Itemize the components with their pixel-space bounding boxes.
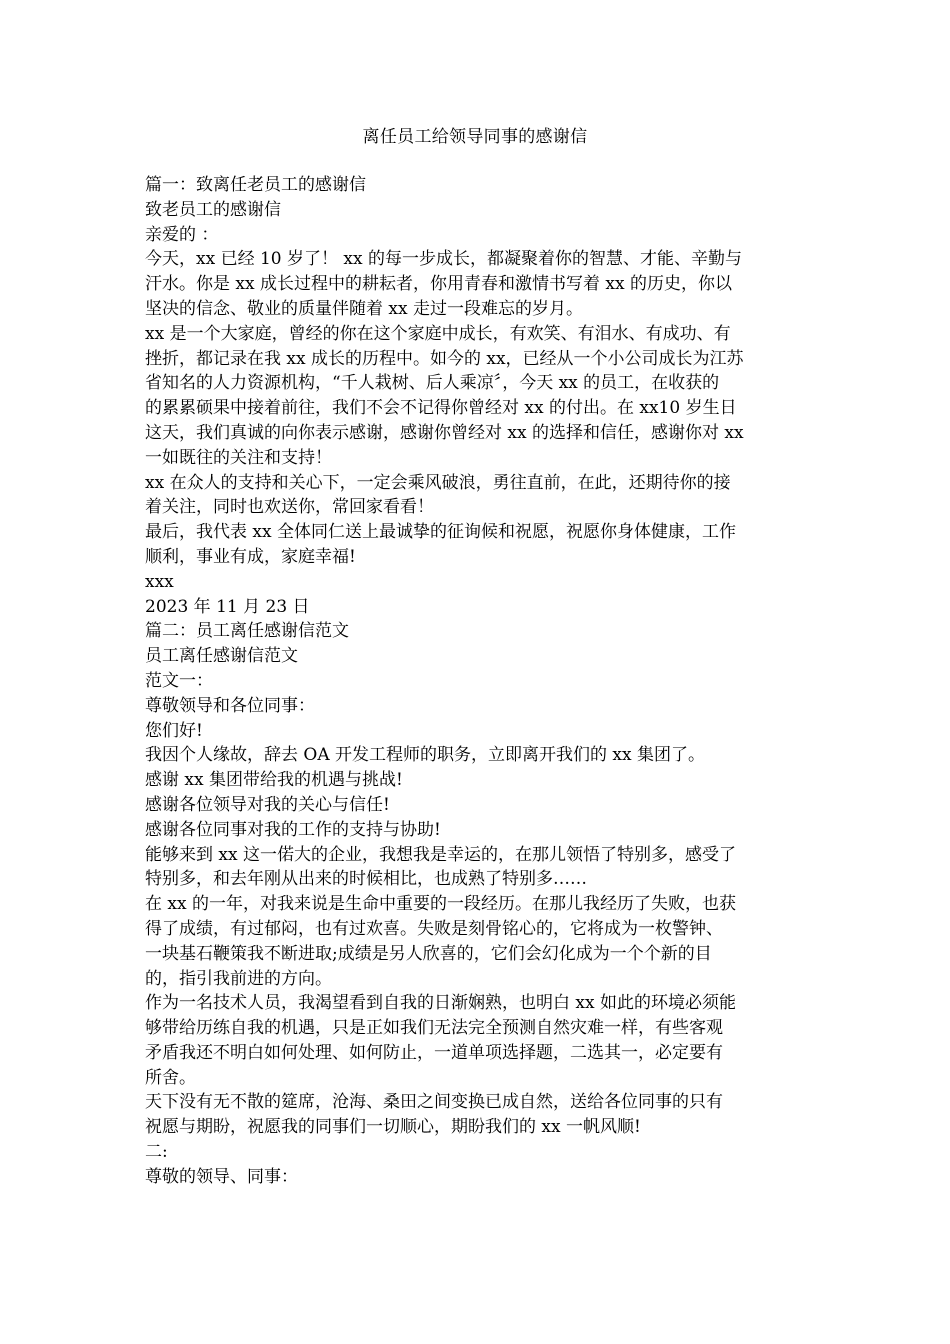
text-line: 篇一：致离任老员工的感谢信 bbox=[145, 175, 366, 195]
text-line: xx 在众人的支持和关心下，一定会乘风破浪，勇往直前，在此，还期待你的接 bbox=[145, 472, 731, 493]
text-line: 挫折，都记录在我 xx 成长的历程中。如今的 xx，已经从一个小公司成长为江苏 bbox=[145, 348, 744, 369]
text-line: 尊敬的领导、同事： bbox=[145, 1166, 298, 1187]
text-line: 的，指引我前进的方向。 bbox=[145, 968, 332, 989]
text-line: 篇二：员工离任感谢信范文 bbox=[145, 621, 349, 642]
text-line: xx 是一个大家庭，曾经的你在这个家庭中成长，有欢笑、有泪水、有成功、有 bbox=[145, 323, 731, 344]
document-body bbox=[145, 173, 813, 1190]
document-title: 离任员工给领导同事的感谢信 bbox=[362, 127, 588, 147]
text-line: 特别多，和去年刚从出来的时候相比，也成熟了特别多…… bbox=[145, 869, 587, 890]
text-line: 感谢各位同事对我的工作的支持与协助! bbox=[145, 819, 441, 840]
text-line: 得了成绩，有过郁闷，也有过欢喜。失败是刻骨铭心的，它将成为一枚警钟、 bbox=[145, 918, 723, 939]
text-line: 致老员工的感谢信 bbox=[145, 199, 281, 220]
text-line: 一块基石鞭策我不断进取;成绩是另人欣喜的，它们会幻化成为一个个新的目 bbox=[145, 943, 712, 964]
text-line: 这天，我们真诚的向你表示感谢，感谢你曾经对 xx 的选择和信任，感谢你对 xx bbox=[145, 422, 744, 443]
text-line: 坚决的信念、敬业的质量伴随着 xx 走过一段难忘的岁月。 bbox=[145, 298, 583, 319]
text-line: 能够来到 xx 这一偌大的企业，我想我是幸运的，在那儿领悟了特别多，感受了 bbox=[145, 844, 736, 865]
text-line: 一如既往的关注和支持！ bbox=[145, 447, 332, 468]
text-line: 天下没有无不散的筵席，沧海、桑田之间变换已成自然，送给各位同事的只有 bbox=[145, 1092, 723, 1113]
text-line: 尊敬领导和各位同事： bbox=[145, 695, 315, 716]
text-line: 祝愿与期盼，祝愿我的同事们一切顺心，期盼我们的 xx 一帆风顺! bbox=[145, 1117, 641, 1138]
text-line: 范文一： bbox=[145, 670, 213, 691]
text-line: 亲爱的 ： bbox=[145, 224, 219, 245]
text-line: 今天，xx 已经 10 岁了！ xx 的每一步成长，都凝聚着你的智慧、才能、辛勤与 bbox=[145, 249, 742, 270]
text-line: 省知名的人力资源机构，“千人栽树、后人乘凉〞，今天 xx 的员工，在收获的 bbox=[145, 373, 720, 394]
text-line: 作为一名技术人员，我渴望看到自我的日渐娴熟，也明白 xx 如此的环境必须能 bbox=[145, 993, 736, 1014]
text-line: 我因个人缘故，辞去 OA 开发工程师的职务，立即离开我们的 xx 集团了。 bbox=[145, 745, 706, 766]
text-line: 最后，我代表 xx 全体同仁送上最诚挚的征询候和祝愿，祝愿你身体健康，工作 bbox=[145, 522, 736, 543]
text-line: 汗水。你是 xx 成长过程中的耕耘者，你用青春和激情书写着 xx 的历史，你以 bbox=[145, 274, 732, 295]
text-line: 的累累硕果中接着前往，我们不会不记得你曾经对 xx 的付出。在 xx10 岁生日 bbox=[145, 398, 737, 419]
text-line: 感谢 xx 集团带给我的机遇与挑战! bbox=[145, 770, 403, 791]
text-line: 二: bbox=[145, 1142, 168, 1163]
text-line: 2023 年 11 月 23 日 bbox=[145, 596, 310, 617]
text-line: 所舍。 bbox=[145, 1067, 196, 1088]
text-line: 顺利，事业有成，家庭幸福! bbox=[145, 546, 356, 567]
text-line: 矛盾我还不明白如何处理、如何防止，一道单项选择题，二选其一，必定要有 bbox=[145, 1042, 723, 1063]
text-line: xxx bbox=[145, 571, 174, 592]
text-line: 在 xx 的一年，对我来说是生命中重要的一段经历。在那儿我经历了失败，也获 bbox=[145, 894, 736, 915]
text-line: 您们好! bbox=[145, 720, 203, 741]
text-line: 员工离任感谢信范文 bbox=[145, 646, 298, 667]
text-line: 着关注，同时也欢送你，常回家看看！ bbox=[145, 497, 434, 518]
text-line: 感谢各位领导对我的关心与信任! bbox=[145, 794, 390, 815]
text-line: 够带给历练自我的机遇，只是正如我们无法完全预测自然灾难一样，有些客观 bbox=[145, 1018, 723, 1039]
